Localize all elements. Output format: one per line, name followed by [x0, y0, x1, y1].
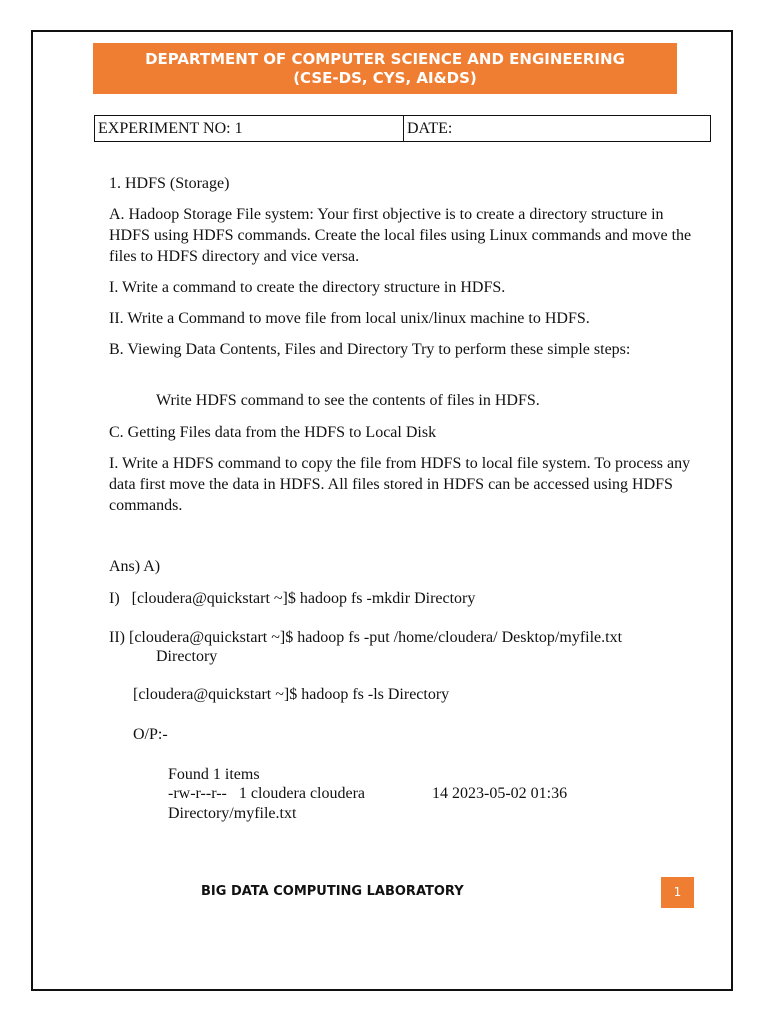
- answer-ii-command: II) [cloudera@quickstart ~]$ hadoop fs -put /home/cloudera/ Desktop/myfile.txt: [109, 629, 623, 646]
- item-ii: II. Write a Command to move file from local unix/linux machine to HDFS.: [109, 310, 590, 327]
- paragraph-b: B. Viewing Data Contents, Files and Directory Try to perform these simple steps:: [109, 341, 631, 358]
- experiment-date: DATE:: [404, 116, 711, 142]
- output-found-items: Found 1 items: [168, 766, 260, 783]
- paragraph-b-sub: Write HDFS command to see the contents of files in HDFS.: [156, 392, 540, 409]
- section-heading: 1. HDFS (Storage): [109, 175, 230, 192]
- ls-command: [cloudera@quickstart ~]$ hadoop fs -ls Directory: [133, 686, 450, 703]
- paragraph-a: A. Hadoop Storage File system: Your first objective is to create a directory structure in HDFS using HDFS commands. Create the local files using Linux commands and move the files to HDFS directory and vice versa.: [109, 206, 692, 265]
- department-programs: (CSE-DS, CYS, AI&DS): [293, 69, 477, 87]
- output-size-date: 14 2023-05-02 01:36: [432, 785, 568, 802]
- output-permissions: -rw-r--r-- 1 cloudera cloudera: [168, 785, 366, 802]
- experiment-table: [94, 115, 711, 142]
- experiment-number: EXPERIMENT NO: 1: [95, 116, 404, 142]
- footer-lab-name: BIG DATA COMPUTING LABORATORY: [201, 884, 464, 899]
- answer-i-command: I) [cloudera@quickstart ~]$ hadoop fs -mkdir Directory: [109, 590, 476, 607]
- department-title: DEPARTMENT OF COMPUTER SCIENCE AND ENGINEERING: [145, 50, 625, 68]
- page-number: 1: [661, 877, 694, 908]
- paragraph-c: C. Getting Files data from the HDFS to Local Disk: [109, 424, 437, 441]
- answer-ii-command-cont: Directory: [156, 648, 218, 665]
- output-label: O/P:-: [133, 726, 168, 743]
- paragraph-c-i: I. Write a HDFS command to copy the file from HDFS to local file system. To process any data first move the data in HDFS. All files stored in HDFS can be accessed using HDFS commands.: [109, 455, 691, 514]
- department-header: [93, 43, 677, 94]
- answer-label: Ans) A): [109, 558, 161, 575]
- item-i: I. Write a command to create the directory structure in HDFS.: [109, 279, 506, 296]
- output-path: Directory/myfile.txt: [168, 805, 297, 822]
